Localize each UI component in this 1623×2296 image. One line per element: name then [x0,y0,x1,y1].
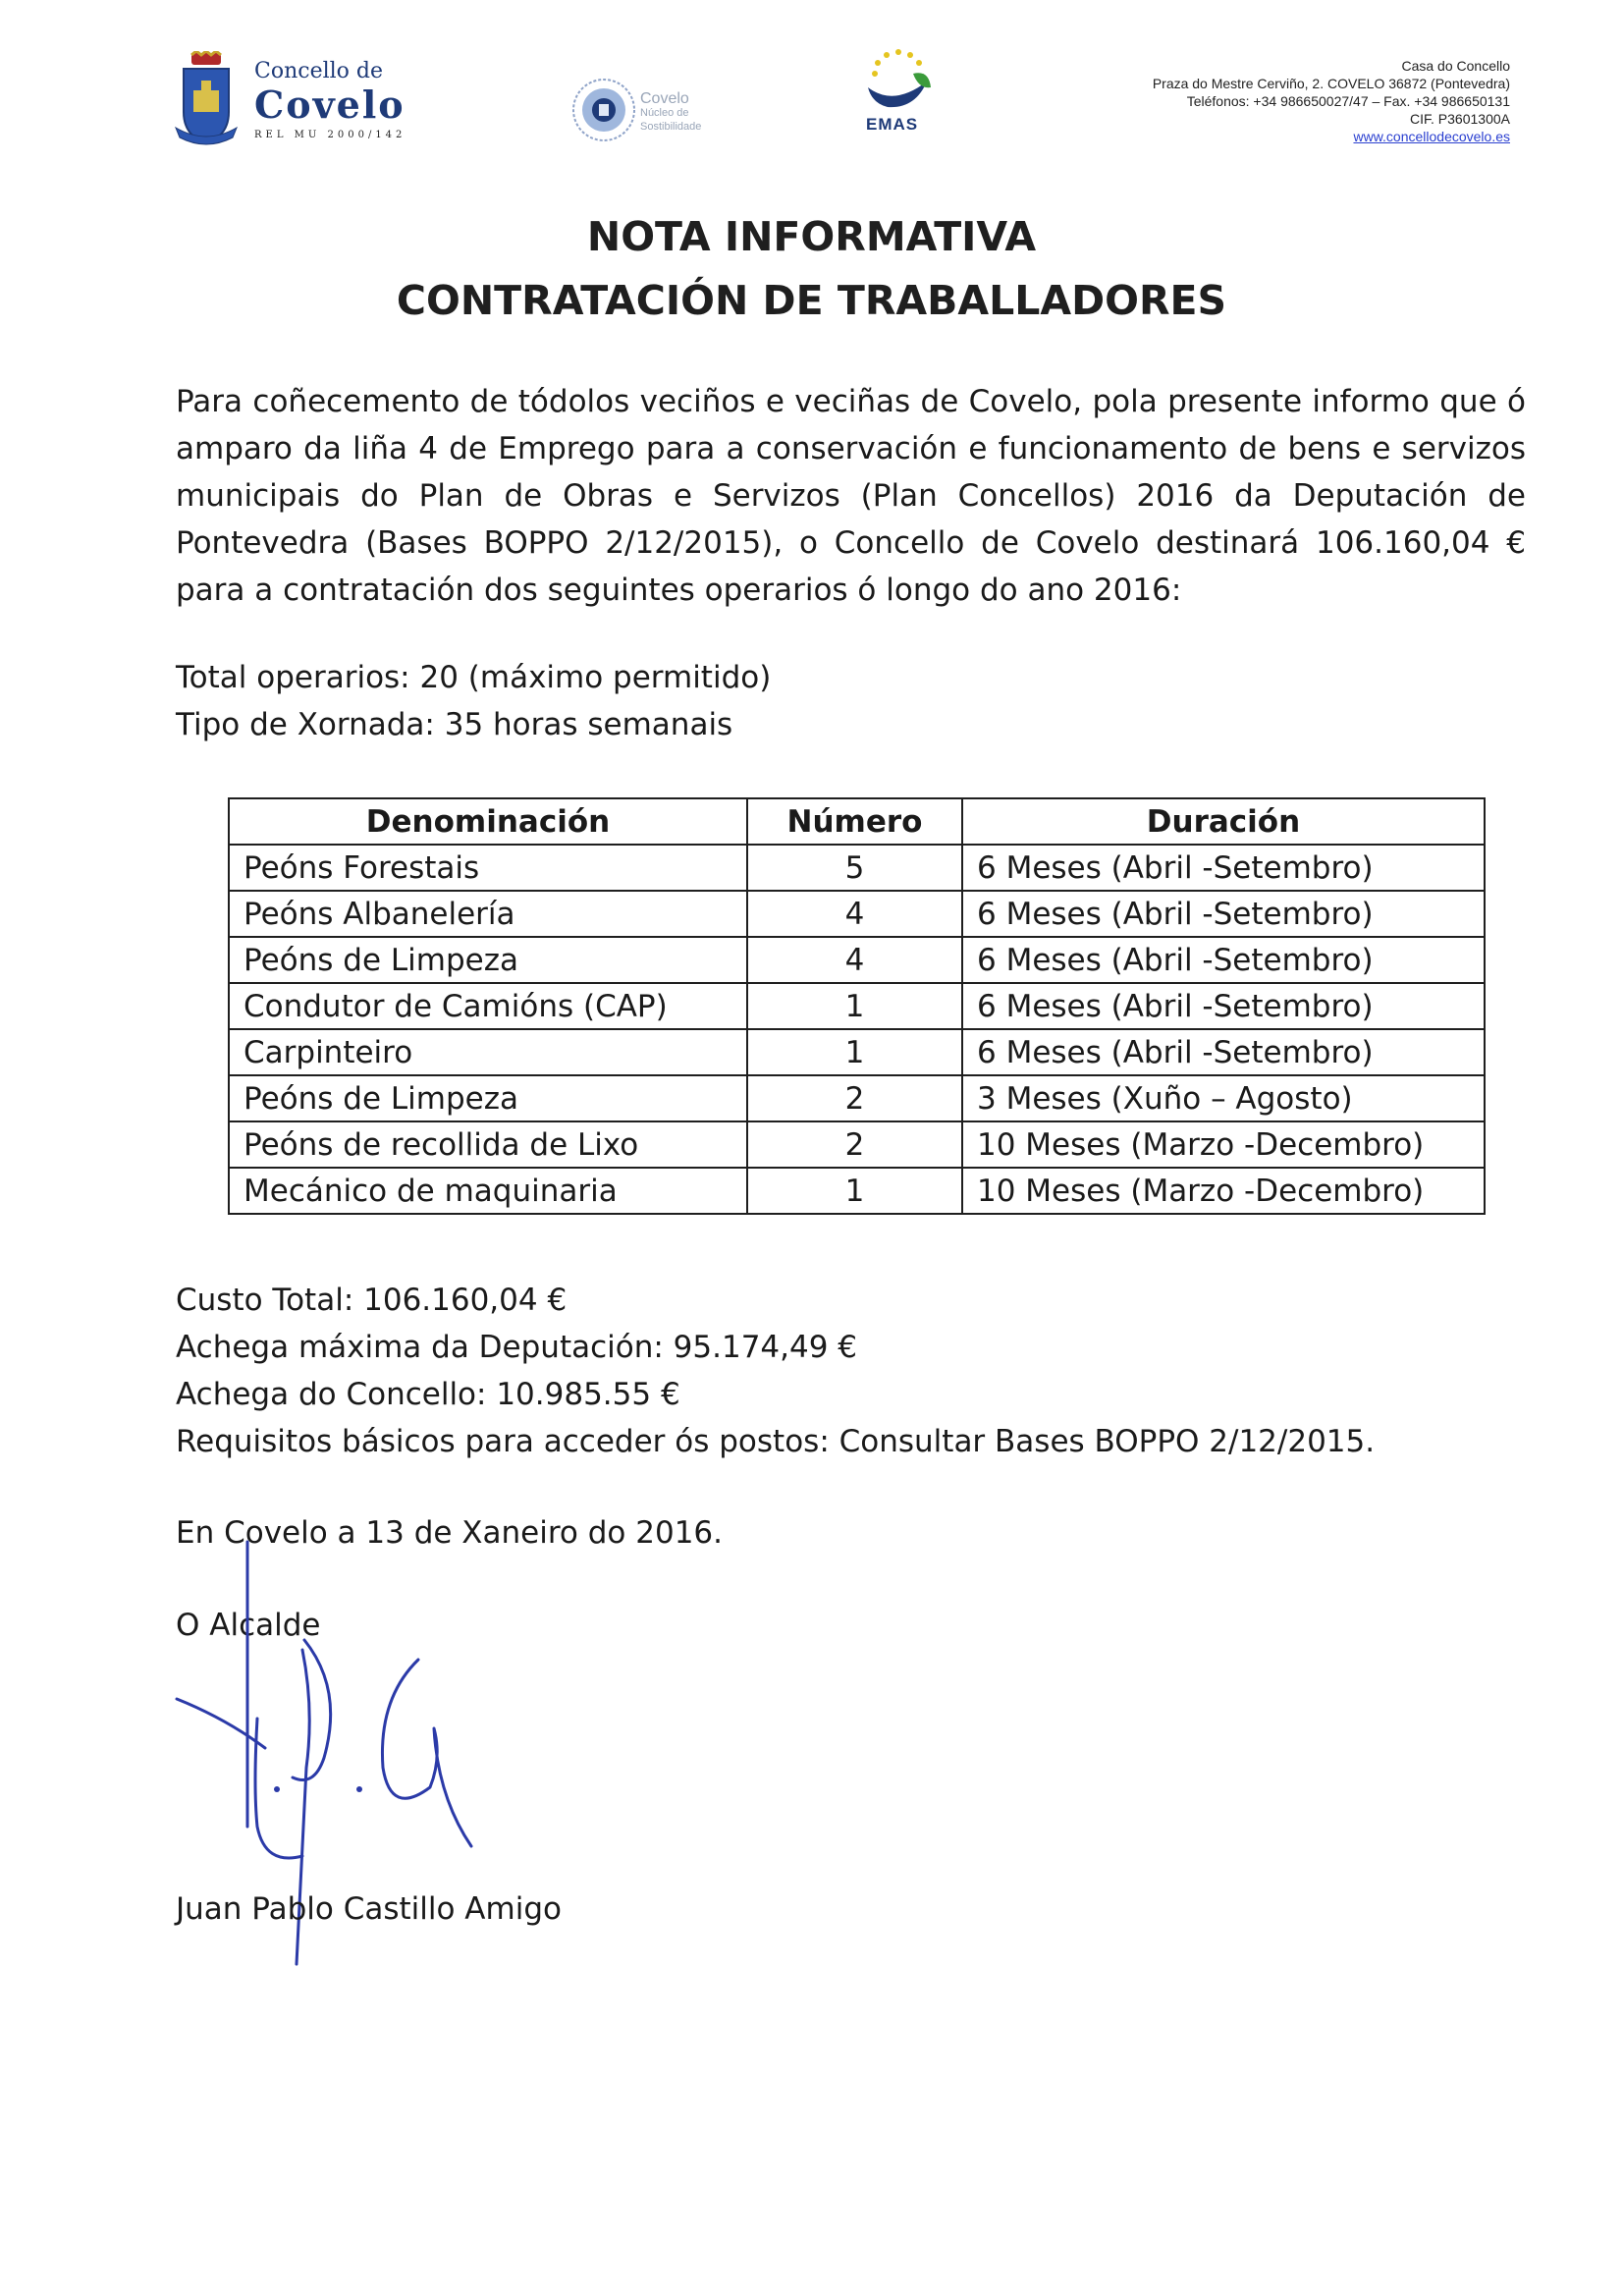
nucleo-line3: Sostibilidade [640,121,702,133]
emas-logo [854,44,943,142]
signatory-name: Juan Pablo Castillo Amigo [176,1891,562,1927]
contact-phones: Teléfonos: +34 986650027/47 – Fax. +34 986650131 [1186,93,1510,109]
cell-numero: 1 [747,983,962,1029]
table-row [229,983,1485,1029]
concello-logo [172,51,427,149]
cell-duracion: 6 Meses (Abril -Setembro) [962,1029,1485,1075]
signatory-role: O Alcalde [176,1608,321,1643]
cell-numero: 5 [747,845,962,891]
place-date: En Covelo a 13 de Xaneiro do 2016. [176,1515,724,1551]
document-subtitle: CONTRATACIÓN DE TRABALLADORES [396,277,1227,324]
workers-table [228,797,1486,1215]
nucleo-line2: Núcleo de [640,107,689,119]
table-row [229,937,1485,983]
column-header-denominacion: Denominación [229,798,747,845]
table-row [229,1121,1485,1168]
total-operarios: Total operarios: 20 (máximo permitido) [176,660,772,695]
cell-numero: 1 [747,1168,962,1214]
table-header-row [229,798,1485,845]
table-row [229,1029,1485,1075]
cell-numero: 1 [747,1029,962,1075]
cell-duracion: 3 Meses (Xuño – Agosto) [962,1075,1485,1121]
emas-stars-icon [854,44,943,115]
contact-building: Casa do Concello [1401,58,1510,74]
website-link[interactable]: www.concellodecovelo.es [1353,129,1510,144]
cell-duracion: 6 Meses (Abril -Setembro) [962,891,1485,937]
cell-numero: 4 [747,891,962,937]
cell-duracion: 10 Meses (Marzo -Decembro) [962,1121,1485,1168]
achega-concello: Achega do Concello: 10.985.55 € [176,1377,680,1412]
cell-denominacion: Peóns de Limpeza [229,937,747,983]
logo-registry: REL MU 2000/142 [254,130,406,140]
cell-denominacion: Peóns de Limpeza [229,1075,747,1121]
cell-denominacion: Peóns Albanelería [229,891,747,937]
cell-duracion: 6 Meses (Abril -Setembro) [962,937,1485,983]
contact-address: Praza do Mestre Cerviño, 2. COVELO 36872 (Pontevedra) [1152,76,1510,91]
emas-label: EMAS [866,115,919,134]
tipo-xornada: Tipo de Xornada: 35 horas semanais [176,707,733,742]
cell-numero: 4 [747,937,962,983]
cell-duracion: 6 Meses (Abril -Setembro) [962,845,1485,891]
cell-denominacion: Carpinteiro [229,1029,747,1075]
cell-denominacion: Peóns de recollida de Lixo [229,1121,747,1168]
table-row [229,1075,1485,1121]
sustainability-seal-icon [569,71,638,159]
cell-numero: 2 [747,1121,962,1168]
custo-total: Custo Total: 106.160,04 € [176,1283,568,1318]
coat-of-arms-icon [172,51,241,149]
contact-info [1153,57,1510,145]
cell-duracion: 10 Meses (Marzo -Decembro) [962,1168,1485,1214]
nucleo-sostibilidade-logo [569,71,717,159]
table-row [229,845,1485,891]
cell-denominacion: Mecánico de maquinaria [229,1168,747,1214]
table-row [229,1168,1485,1214]
achega-deputacion: Achega máxima da Deputación: 95.174,49 € [176,1330,858,1365]
cell-denominacion: Condutor de Camións (CAP) [229,983,747,1029]
nucleo-line1: Covelo [640,90,689,107]
cell-duracion: 6 Meses (Abril -Setembro) [962,983,1485,1029]
logo-line1: Concello de [254,59,384,83]
logo-line2: Covelo [254,82,406,127]
requisitos: Requisitos básicos para acceder ós postos: Consultar Bases BOPPO 2/12/2015. [176,1424,1376,1459]
intro-paragraph: Para coñecemento de tódolos veciños e veciñas de Covelo, pola presente informo que ó amparo da liña 4 de Emprego para a conservación e funcionamento de bens e servizos municipais do Plan de Obras e Servizos (Plan Concellos) 2016 da Deputación de Pontevedra (Bases BOPPO 2/12/2015), o Concello de Covelo destinará 106.160,04 € para a contratación dos seguintes operarios ó longo do ano 2016: [176,384,1526,608]
cell-numero: 2 [747,1075,962,1121]
cell-denominacion: Peóns Forestais [229,845,747,891]
column-header-duracion: Duración [962,798,1485,845]
contact-cif: CIF. P3601300A [1410,111,1510,127]
table-row [229,891,1485,937]
column-header-numero: Número [747,798,962,845]
document-title: NOTA INFORMATIVA [586,213,1037,260]
